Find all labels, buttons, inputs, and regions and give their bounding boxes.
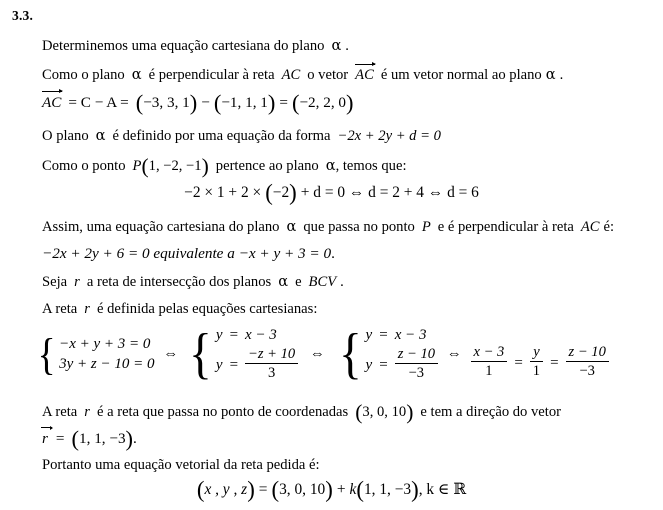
equation-direction-vector: r = (1, 1, −3). [42, 425, 137, 451]
line12-text-c: e tem a direção do vetor [420, 404, 561, 420]
line2-text-d: é um vetor normal ao plano [380, 67, 542, 83]
fraction-numerator: −z + 10 [245, 346, 298, 364]
line2-text-b: é perpendicular à reta [148, 67, 275, 83]
tuple-c: −3, 3, 1 [143, 94, 190, 111]
fraction-numerator: z − 10 [566, 344, 609, 362]
paragraph-cartesian-equation-conclusion [42, 219, 614, 235]
system-group-2 [187, 322, 298, 385]
equivalence-symbol: ⇔ [163, 346, 179, 363]
line9-text-b: a reta de intersecção dos planos [86, 274, 272, 290]
paragraph-vector-equation-intro: Portanto uma equação vetorial da reta pedida é: [42, 457, 320, 473]
direction-vector-coordinates: 1, 1, −3 [363, 481, 412, 498]
system-row [366, 326, 438, 346]
equals-operator: = [514, 355, 523, 372]
greek-alpha-symbol: α [286, 218, 297, 235]
line-label-ac: AC [580, 219, 600, 235]
line9-text-c: e [295, 274, 302, 290]
line12-text-a: A reta [42, 404, 78, 420]
equation-plane-cartesian [42, 245, 335, 263]
equals-operator: = [379, 327, 388, 343]
equals-operator: = [550, 355, 559, 372]
paragraph-line-r-point-and-direction: A reta r é a reta que passa no ponto de coordenadas (3, 0, 10) e tem a direção do vetor [42, 399, 561, 424]
system-group-1 [36, 329, 155, 379]
parameter-k: k [349, 481, 357, 498]
paragraph-intersection-line-r [42, 274, 344, 290]
tuple-result: −2, 2, 0 [299, 94, 347, 111]
symmetric-equations [471, 343, 609, 382]
fraction-denominator: −3 [579, 363, 595, 380]
equation-vector-line: (x , y , z) = (3, 0, 10) + k(1, 1, −3), k ∈ ℝ [196, 476, 467, 502]
equation-plane-alpha: −x + y + 3 = 0 [59, 335, 151, 352]
vector-ac-overline [42, 93, 61, 112]
equation-d-rhs: + d = 0 ⇔ d = 2 + 4 ⇔ d = 6 [300, 184, 479, 201]
point-p-coordinates: 1, −2, −1 [148, 158, 202, 174]
direction-vector-coordinates: 1, 1, −3 [79, 430, 126, 447]
fraction-numerator: z − 10 [395, 346, 438, 364]
paragraph-plane-general-form [42, 128, 441, 144]
vector-ac-definition: = C − A = [68, 94, 129, 111]
line8-period: . [331, 245, 335, 262]
left-brace-icon: { [37, 329, 56, 379]
line5-text-b: pertence ao plano [215, 158, 319, 174]
line1-period: . [345, 38, 349, 54]
system-group-1-rows [59, 335, 154, 375]
vector-ac-label: AC [42, 94, 62, 111]
fraction [566, 344, 609, 380]
tuple-a: −1, 1, 1 [221, 94, 268, 111]
equation-solve-d: −2 × 1 + 2 × (−2) + d = 0 ⇔ d = 2 + 4 ⇔ d = 6 [184, 179, 479, 205]
line12-text-b: é a reta que passa no ponto de coordenadas [96, 404, 349, 420]
equation-plane-bcv: 3y + z − 10 = 0 [59, 355, 155, 372]
fraction-numerator: y [530, 344, 543, 362]
line5-text-a: Como o ponto [42, 158, 126, 174]
fraction [395, 346, 438, 382]
fraction-numerator: x − 3 [471, 344, 508, 362]
equation-d-term: −2 [272, 184, 290, 201]
var-y: y [365, 357, 373, 374]
line7-text-a: Assim, uma equação cartesiana do plano [42, 219, 280, 235]
line13-period: . [133, 430, 137, 447]
plus-operator: + [336, 481, 346, 498]
line10-text-a: A reta [42, 301, 78, 317]
line10-text-b: é definida pelas equações cartesianas: [96, 301, 318, 317]
equation-system-block [36, 322, 609, 385]
paragraph-determine-plane-equation [42, 38, 349, 54]
expression-x-minus-3: x − 3 [245, 327, 277, 343]
fraction-denominator: 1 [485, 363, 493, 380]
system-group-3 [337, 322, 438, 385]
coordinates-xyz: x , y , z [204, 481, 248, 498]
paragraph-normal-vector [42, 66, 563, 83]
line2-text-c: o vetor [307, 67, 349, 83]
line1-text: Determinemos uma equação cartesiana do plano [42, 38, 325, 54]
equals-operator: = [55, 430, 65, 447]
minus-operator: − [201, 94, 210, 111]
equals-operator: = [229, 327, 239, 343]
line-point-coordinates: 3, 0, 10 [362, 404, 407, 420]
var-y: y [215, 327, 223, 343]
real-numbers-symbol: ℝ [453, 480, 467, 498]
line-label-ac: AC [281, 67, 301, 83]
greek-alpha-symbol: α [545, 66, 556, 83]
system-row [59, 335, 154, 355]
equation-vector-ac: AC = C − A = (−3, 3, 1) − (−1, 1, 1) = (−2, 2, 0) [42, 89, 354, 115]
paragraph-line-r-cartesian-intro [42, 301, 317, 317]
equals-operator: = [258, 481, 268, 498]
equivalence-symbol: ⇔ [309, 346, 325, 363]
vector-arrow-icon [42, 91, 62, 92]
equals-operator: = [229, 357, 239, 374]
fraction-denominator: 1 [532, 363, 541, 380]
var-y: y [365, 327, 373, 343]
point-p-label: P [421, 219, 431, 235]
greek-alpha-symbol: α [95, 127, 106, 144]
left-brace-icon: { [189, 322, 212, 385]
equals-operator: = [379, 357, 388, 374]
greek-alpha-symbol: α [278, 273, 289, 290]
fraction [245, 346, 298, 382]
greek-alpha-symbol: α [131, 66, 142, 83]
line-point-coordinates: 3, 0, 10 [279, 481, 326, 498]
plane-label-bcv: BCV [308, 274, 337, 290]
plane-equation-text: −2x + 2y + 6 = 0 equivalente a −x + y + 3 = 0 [42, 245, 332, 262]
line-label-r: r [84, 301, 90, 317]
vector-ac-overline [355, 66, 374, 83]
system-row [59, 355, 154, 375]
fraction [530, 344, 543, 380]
equals-operator: = [279, 94, 288, 111]
vector-r-label: r [42, 430, 48, 447]
line7-text-b: que passa no ponto [303, 219, 415, 235]
greek-alpha-symbol: α [325, 157, 336, 174]
line7-text-c: e é perpendicular à reta [437, 219, 574, 235]
system-row [365, 345, 438, 384]
exercise-number: 3.3. [12, 8, 34, 23]
line-label-r: r [84, 404, 90, 420]
system-group-3-rows [366, 326, 438, 383]
line-label-r: r [74, 274, 80, 290]
greek-alpha-symbol: α [331, 37, 342, 54]
line9-text-a: Seja [42, 274, 68, 290]
point-p-label: P [132, 158, 142, 174]
fraction [471, 344, 508, 380]
expression-x-minus-3: x − 3 [394, 327, 427, 343]
line7-text-d: é: [603, 219, 615, 235]
line4-text-a: O plano [42, 128, 89, 144]
line2-text-a: Como o plano [42, 67, 125, 83]
line4-text-b: é definido por uma equação da forma [112, 128, 331, 144]
line2-period: . [559, 67, 564, 83]
fraction-denominator: 3 [267, 364, 276, 381]
vector-arrow-icon [41, 427, 52, 428]
equation-d-lhs: −2 × 1 + 2 × [184, 184, 262, 201]
system-row [216, 326, 298, 346]
system-group-2-rows [216, 326, 298, 383]
parameter-domain-text: , k ∈ [418, 481, 450, 498]
equivalence-symbol: ⇔ [446, 346, 462, 363]
vector-ac-label: AC [355, 67, 374, 83]
var-y: y [215, 357, 223, 374]
system-row [215, 345, 298, 384]
left-brace-icon: { [338, 322, 362, 385]
paragraph-point-p-belongs: Como o ponto P(1, −2, −1) pertence ao plano α, temos que: [42, 153, 407, 178]
vector-arrow-icon [355, 64, 375, 65]
plane-general-equation: −2x + 2y + d = 0 [337, 128, 441, 144]
fraction-denominator: −3 [408, 364, 425, 381]
line5-text-c: , temos que: [335, 158, 407, 174]
line9-period: . [340, 274, 344, 290]
vector-r-overline [42, 430, 49, 448]
